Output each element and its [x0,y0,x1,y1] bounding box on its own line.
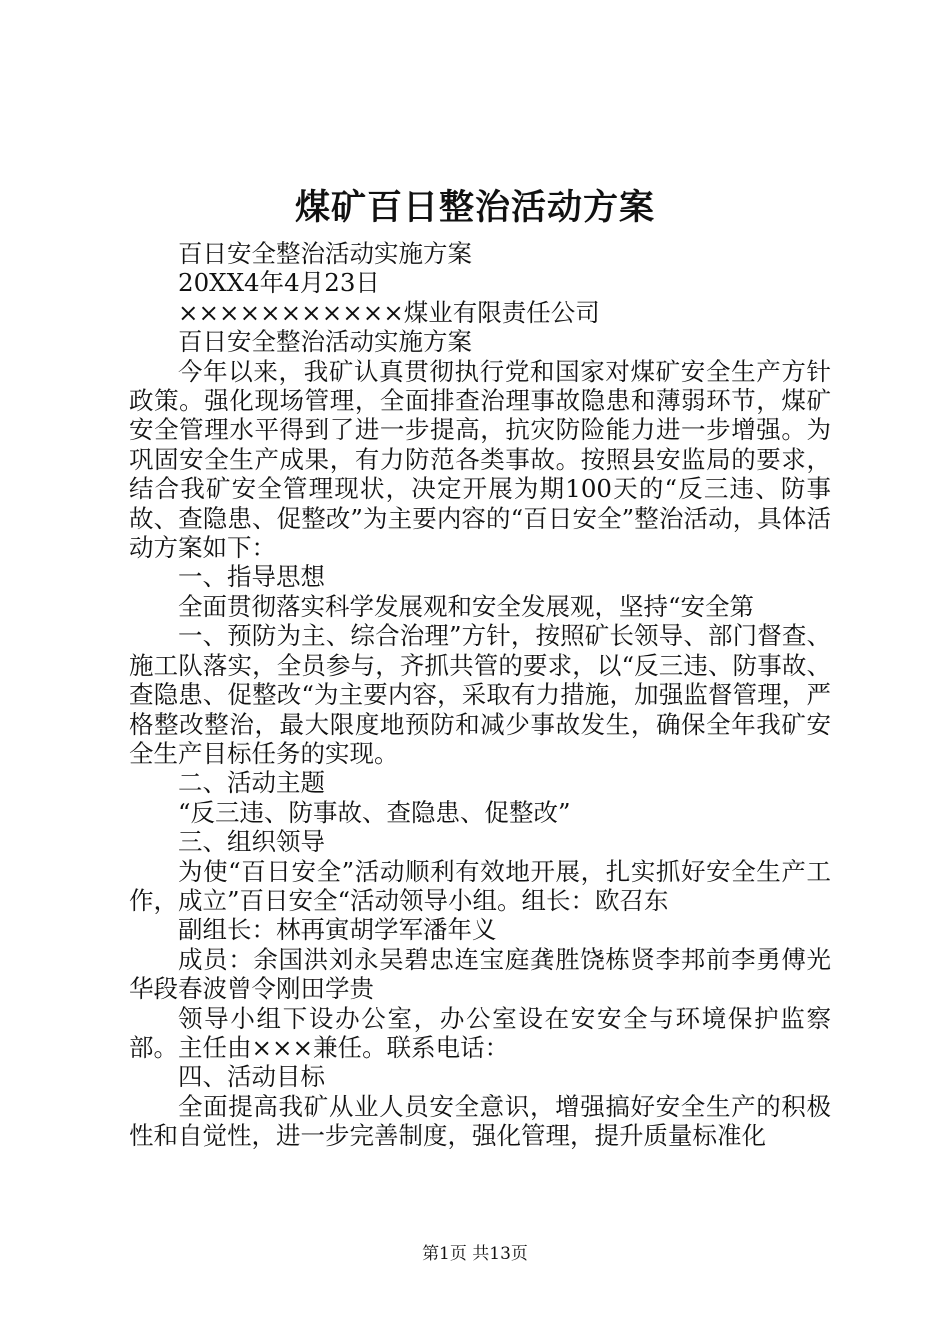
paragraph: 百日安全整治活动实施方案 [178,327,472,357]
paragraph: 副组长：林再寅胡学军潘年义 [178,915,497,945]
document-body [129,239,831,1151]
paragraph: 成员：余国洪刘永吴碧忠连宝庭龚胜饶栋贤李邦前李勇傅光华段春波曾令刚田学贵 [129,944,831,1004]
section-heading: 三、组织领导 [178,827,325,857]
paragraph: 全面提高我矿从业人员安全意识，增强搞好安全生产的积极性和自觉性，进一步完善制度，强化管理，提升质量标准化 [129,1091,831,1151]
document-title: 煤矿百日整治活动方案 [294,187,655,228]
section-heading: 二、活动主题 [178,768,325,798]
page-number: 第1页 共13页 [422,1244,528,1264]
paragraph: ×××××××××××煤业有限责任公司 [178,297,600,327]
paragraph: 为使“百日安全”活动顺利有效地开展，扎实抓好安全生产工作，成立”百日安全“活动领导小组。组长：欧召东 [129,856,831,915]
paragraph: 今年以来，我矿认真贯彻执行党和国家对煤矿安全生产方针政策。强化现场管理，全面排查治理事故隐患和薄弱环节，煤矿安全管理水平得到了进一步提高，抗灾防险能力进一步增强。为巩固安全生产成果，有力防范各类事故。按照县安监局的要求，结合我矿安全管理现状，决定开展为期100天的“反三违、防事故、查隐患、促整改”为主要内容的“百日安全”整治活动，具体活动方案如下： [129,356,831,563]
paragraph: 百日安全整治活动实施方案 [178,239,472,268]
section-heading: 四、活动目标 [178,1062,325,1092]
paragraph: 全面贯彻落实科学发展观和安全发展观，坚持“安全第 [178,591,755,621]
section-heading: 一、指导思想 [178,562,325,592]
paragraph: 领导小组下设办公室，办公室设在安安全与环境保护监察部。主任由×××兼任。联系电话： [129,1003,831,1062]
paragraph: “反三违、防事故、查隐患、促整改” [178,797,571,827]
paragraph: 20XX4年4月23日 [178,268,380,298]
paragraph: 一、预防为主、综合治理”方针，按照矿长领导、部门督查、施工队落实，全员参与，齐抓共管的要求，以“反三违、防事故、查隐患、促整改“为主要内容，采取有力措施，加强监督管理，严格整改整治，最大限度地预防和减少事故发生，确保全年我矿安全生产目标任务的实现。 [129,621,831,768]
